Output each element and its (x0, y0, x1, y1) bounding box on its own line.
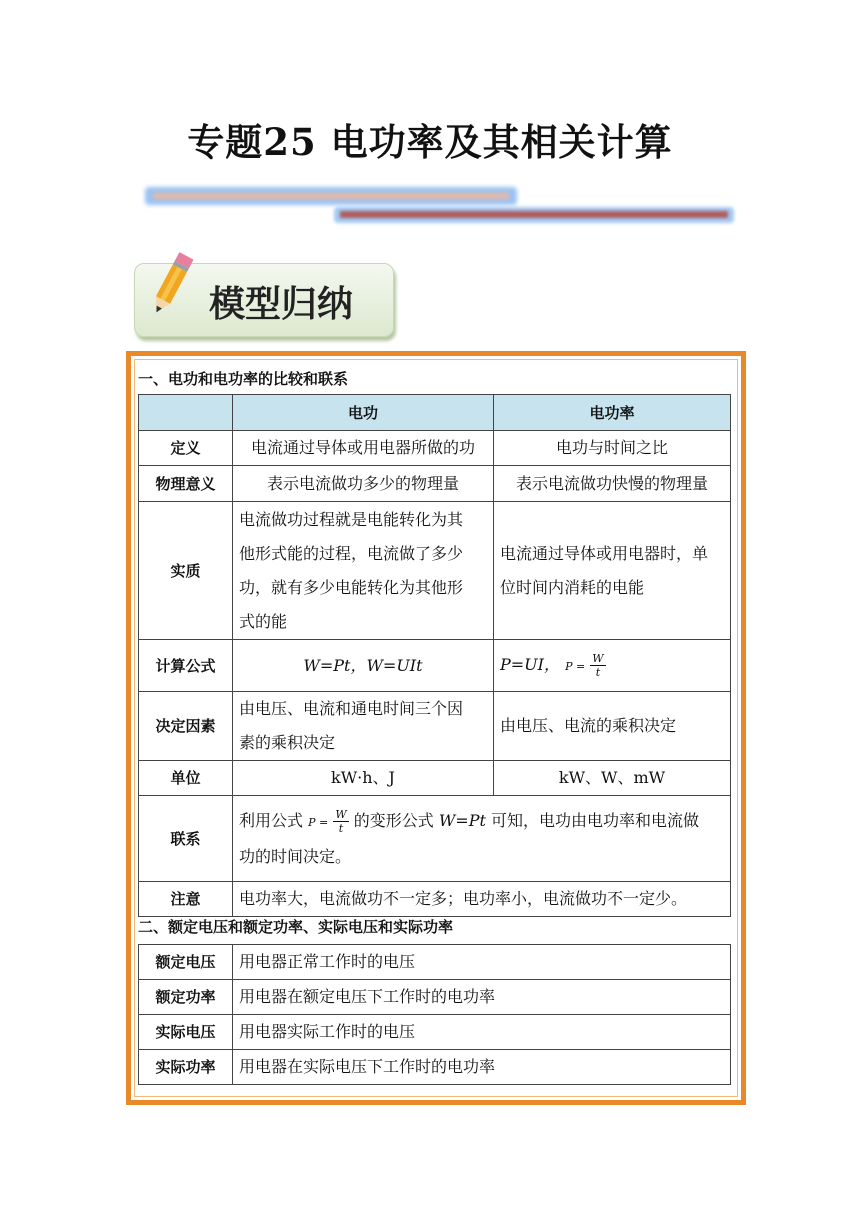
relation-formula: W=Pt (438, 810, 486, 830)
row-text: 用电器实际工作时的电压 (233, 1015, 731, 1050)
text-line: 素的乘积决定 (239, 733, 336, 752)
page-title: 专题25 电功率及其相关计算 (187, 120, 673, 164)
relation-text: 利用公式 (239, 810, 304, 830)
power-formula (494, 640, 731, 692)
header-cell-power: 电功率 (494, 395, 731, 431)
relation-line (239, 804, 724, 840)
table-row (139, 640, 731, 692)
row-label: 决定因素 (139, 692, 233, 761)
work-cell (233, 502, 494, 640)
fraction-denominator: t (338, 821, 344, 835)
text-line: 他形式能的过程，电流做了多少 (239, 543, 464, 563)
power-cell: 由电压、电流的乘积决定 (494, 692, 731, 761)
row-label: 实际功率 (139, 1050, 233, 1085)
text-line: 由电压、电流和通电时间三个因 (239, 699, 464, 718)
relation-text: 可知，电功由电功率和电流做 (490, 810, 699, 830)
row-label: 计算公式 (139, 640, 233, 692)
relation-cell (233, 796, 731, 882)
formula-lhs: P = (308, 815, 329, 829)
table-row (139, 466, 731, 502)
fraction-numerator: W (592, 651, 604, 665)
section1-heading: 一、电功和电功率的比较和联系 (138, 370, 349, 388)
relation-text: 的变形公式 (353, 810, 434, 830)
row-label: 注意 (139, 882, 233, 917)
row-label: 实质 (139, 502, 233, 640)
fraction-numerator: W (335, 807, 347, 821)
row-label: 单位 (139, 761, 233, 796)
row-label: 物理意义 (139, 466, 233, 502)
row-text: 用电器正常工作时的电压 (233, 945, 731, 980)
row-label: 额定电压 (139, 945, 233, 980)
table-row (139, 502, 731, 640)
text-line: 式的能 (239, 611, 288, 631)
section-badge-label: 模型归纳 (209, 284, 354, 325)
table-row (139, 431, 731, 466)
header-cell-work: 电功 (233, 395, 494, 431)
table-header-row (139, 395, 731, 431)
power-cell (494, 502, 731, 640)
formula-text: P=UI， (500, 654, 560, 674)
pencil-icon (146, 250, 196, 320)
decorative-bar-upper (145, 187, 517, 205)
relation-line: 功的时间决定。 (239, 846, 352, 866)
formula-lhs: P = (565, 659, 586, 673)
power-cell: kW、W、mW (494, 761, 731, 796)
table-row (139, 796, 731, 882)
power-cell: 电功与时间之比 (494, 431, 731, 466)
row-text: 用电器在实际电压下工作时的电功率 (233, 1050, 731, 1085)
table-row (139, 1015, 731, 1050)
text-line: 功，就有多少电能转化为其他形 (239, 577, 464, 597)
work-cell: kW·h、J (233, 761, 494, 796)
text-line: 电流做功过程就是电能转化为其 (239, 509, 464, 529)
power-cell: 表示电流做功快慢的物理量 (494, 466, 731, 502)
row-label: 额定功率 (139, 980, 233, 1015)
table-row (139, 882, 731, 917)
work-formula: W=Pt，W=UIt (233, 640, 494, 692)
row-label: 联系 (139, 796, 233, 882)
work-cell: 电流通过导体或用电器所做的功 (233, 431, 494, 466)
row-label: 实际电压 (139, 1015, 233, 1050)
section2-heading: 二、额定电压和额定功率、实际电压和实际功率 (138, 918, 454, 936)
fraction (590, 652, 605, 679)
row-text: 用电器在额定电压下工作时的电功率 (233, 980, 731, 1015)
row-label: 定义 (139, 431, 233, 466)
decorative-bar-lower (334, 207, 734, 223)
fraction (333, 808, 348, 835)
text-line: 位时间内消耗的电能 (500, 577, 645, 597)
table-row (139, 980, 731, 1015)
table-row (139, 945, 731, 980)
fraction-denominator: t (595, 665, 601, 679)
text-line: 电流通过导体或用电器时，单 (500, 543, 709, 563)
header-cell-empty (139, 395, 233, 431)
work-cell (233, 692, 494, 761)
comparison-table (138, 394, 731, 917)
table-row (139, 692, 731, 761)
table-row (139, 1050, 731, 1085)
work-cell: 表示电流做功多少的物理量 (233, 466, 494, 502)
table-row (139, 761, 731, 796)
note-cell: 电功率大，电流做功不一定多；电功率小，电流做功不一定少。 (233, 882, 731, 917)
rated-actual-table (138, 944, 731, 1085)
